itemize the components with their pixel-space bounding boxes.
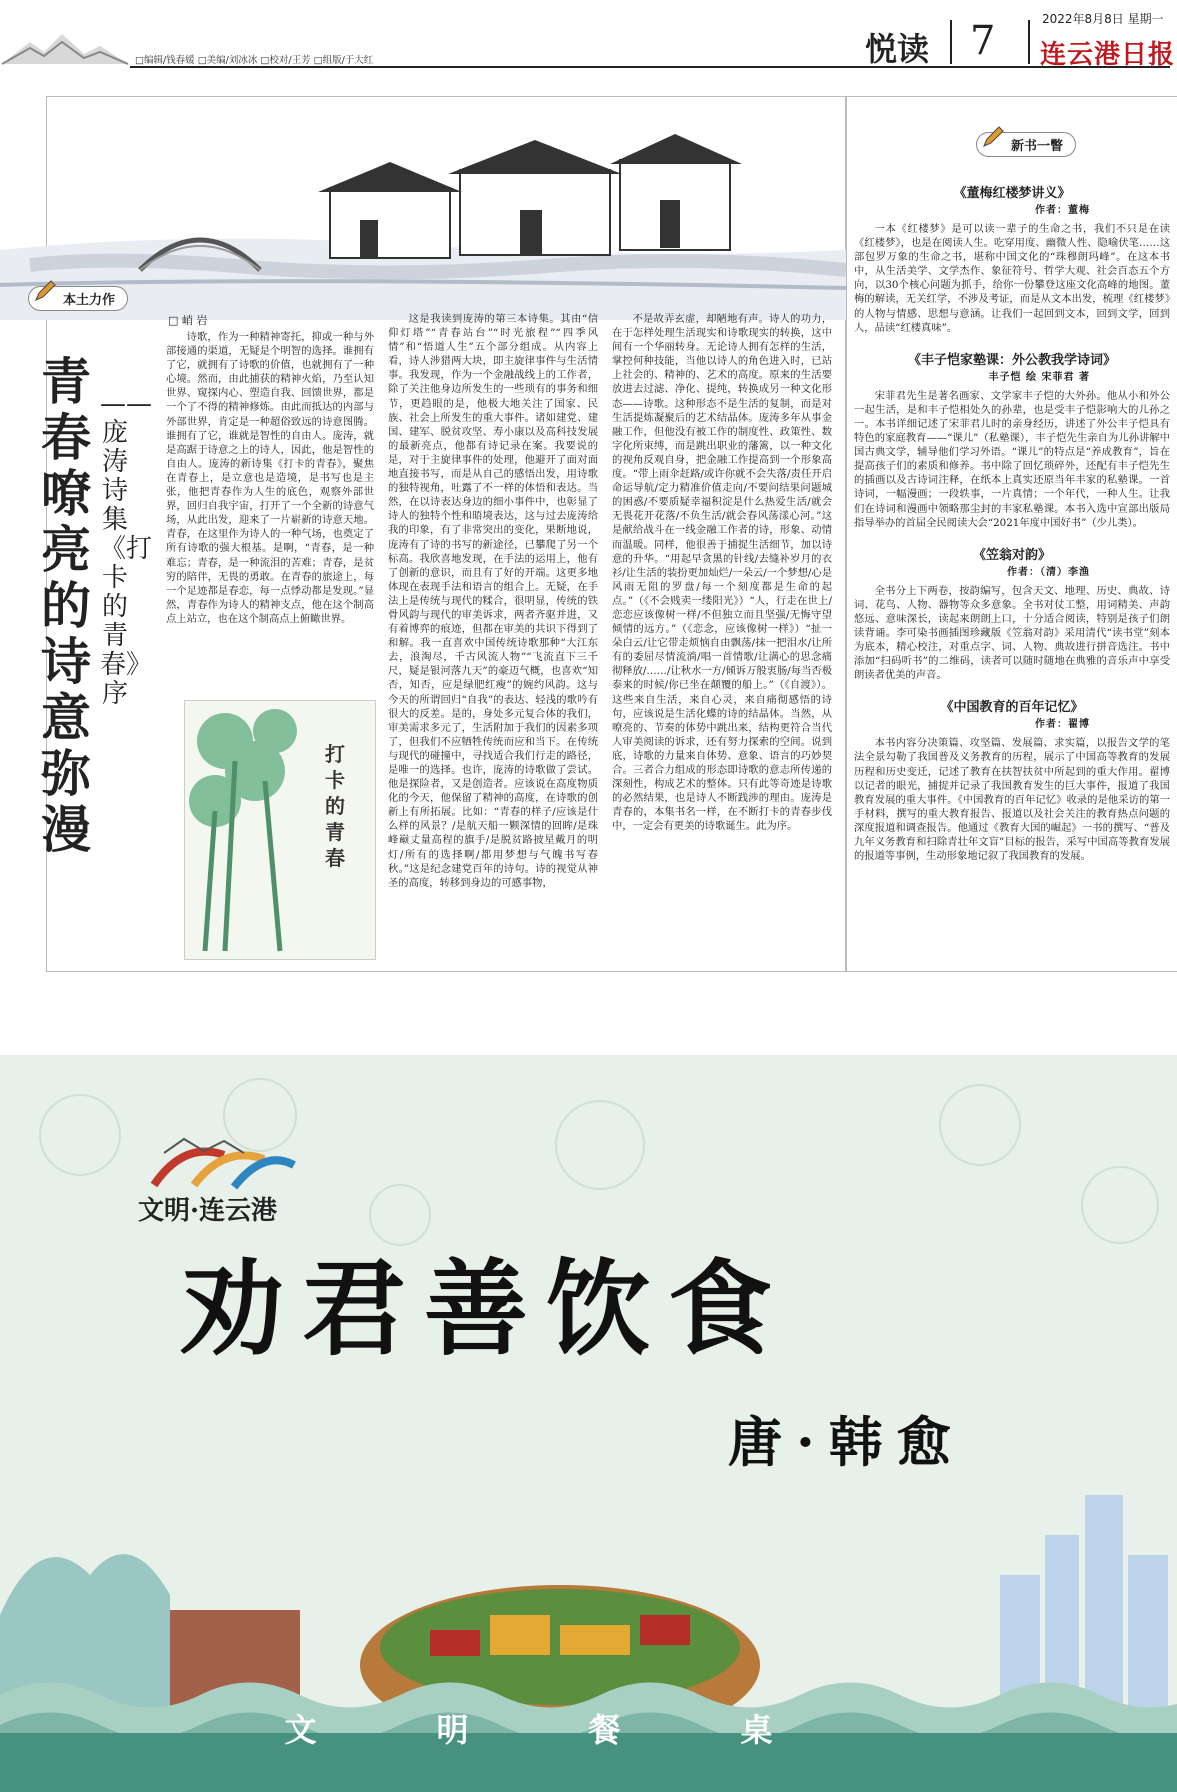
article-column-3 <box>612 312 832 962</box>
book-entry <box>854 544 1170 683</box>
page-number: 7 <box>970 18 996 64</box>
calligraphy-title: 劝君善饮食 <box>180 1247 791 1370</box>
header-divider <box>1028 20 1030 64</box>
section-tag <box>976 132 1076 157</box>
book-text: 本书内容分决策篇、攻坚篇、发展篇、求实篇，以报告文学的笔法全景勾勒了我国普及义务教育的历程，展示了中国高等教育的发展历程和历史变迁，记述了教育在扶智扶贫中所起到的重大作用。翟博以记者的眼光，捕捉并记录了我国教育发生的巨大事件，报道了我国教育发展的重大事件。《中国教育的百年记忆》收录的是他采访的第一手材料，撰写的重大教育报告、报道以及社会关注的教育热点问题的深度报道和调查报告。他通过《教育大国的崛起》一书的撰写、“普及九年义务教育和扫除青壮年文盲”目标的报告，采写中国高等教育发展的报道等事例，生动形象地记叙了我国教育的发展。 <box>854 737 1170 863</box>
book-text: 宋菲君先生是著名画家、文学家丰子恺的大外孙。他从小和外公一起生活，是和丰子恺相处久的孙辈，也是受丰子恺影响大的儿孙之一。本书详细记述了宋菲君儿时的亲身经历，讲述了外公丰子恺具有特色的家庭教育——“课儿”（私塾课），丰子恺先生亲自为儿孙讲解中国古典文学，辅导他们学习外语。“课儿”的特点是“养成教育”，旨在提高孩子们的素质和修养。书中除了回忆琐碎外，还配有丰子恺先生的插画以及古诗词注释，在纸本上真实还原当年丰家的私塾课。一首诗词，一幅漫画；一段轶事，一片真情；一个年代，一种人生。让我们在诗词和漫画中领略那尘封的丰家私塾课。本书入选中宣部出版局指导举办的首届全民阅读大会“2021年度中国好书”（少儿类）。 <box>854 389 1170 529</box>
book-description <box>854 584 1170 683</box>
header-divider <box>950 20 952 64</box>
book-title: 《中国教育的百年记忆》 <box>940 700 1084 716</box>
section-title: 悦读 <box>865 30 930 68</box>
section-tag <box>28 286 128 311</box>
header-rule <box>130 66 1170 68</box>
book-entry <box>854 696 1170 863</box>
book-cover <box>184 700 376 960</box>
column-text: 不是故弄玄虚，却陋地有声。诗人的功力，在于怎样处理生活现实和诗歌现实的转换，这中间有一个华丽转身。无论诗人拥有怎样的生活，掌控何种技能，当他以诗人的角色进入时，已站上社会的、精神的、艺术的高度。原来的生活要放进去过滤、净化、提纯，转换成另一种文化形态——诗歌。这种形态不是生活的复制，而是对生活提炼凝聚后的艺术结晶体。庞涛多年从事金融工作，但他没有被工作的制度性、政策性、数字化所束缚，而是跳出职业的藩篱，以一种文化的视角反观自身，把金融工作提高到一个形象高度。“带上雨伞赶路/或许你就不会失落/责任开启命运导航/定力精准价值走向/不要问结果问题城的困惑/不要质疑幸福积淀是什么热爱生活/就会无畏花开花落/不负生活/就会春风荡漾心河。”这是献给战斗在一线金融工作者的诗，形象、动情而温暖。同样，他很善于捕捉生活细节，加以诗意的升华。“用起早贪黑的针线/去缝补岁月的衣衫/让生活的装扮更加灿烂/一朵云/一个梦想/心是风雨无阻的罗盘/每一个刻度都是生命的起点。”（《不会贱卖一缕阳光》）“人，行走在世上/恋恋应该像树一样/不但独立而且坚强/无悔守望倾情的远方。”（《恋念，应该像树一样》）“扯一朵白云/让它带走烦恼自由飘荡/抹一把泪水/让所有的委屈尽情流淌/唱一首情歌/让满心的思念痛彻释放/……/让秋水一方/倾诉万般衷肠/每当否极泰来的时候/你已坐在颠覆的船上。”（《自渡》）。这些来自生活，来自心灵，来自痛彻感悟的诗句，应该说是生活化蝶的诗的结晶体。当然，从嘹亮的、节奏的体势中跳出来，结构更符合当代人审美阅读的诉求，还有努力探索的空间。说到底，诗歌的力量来自体势、意象、语言的巧妙契合。三者合力组成的形态即诗歌的意志所传递的深刻性，构成艺术的整体。只有此等奇迹是诗歌的必然结果，也是诗人不断践涉的理由。庞涛是青春的，本集书名一样，在不断打卡的青春步伐中，一定会有更美的诗歌诞生。此为序。 <box>612 313 832 833</box>
tag-label: 新书一瞥 <box>1011 139 1064 154</box>
book-cover-title: 打卡的青春 <box>325 742 345 870</box>
book-text: 全书分上下两卷，按韵编写，包含天文、地理、历史、典故、诗词、花鸟、人物、器物等众多意象。全书对仗工整，用词精美、声韵悠远、意味深长，读起来朗朗上口，十分适合阅读，特别是孩子们朗读背诵。李可染书画插图珍藏版《笠翁对韵》采用清代“读书堂”刻本为底本，精心校注，对重点字、词、人物、典故进行拼音选注。书中添加“扫码听书”的二维码，读者可以随时随地在典雅的音乐声中享受朗读者优美的声音。 <box>854 584 1170 682</box>
book-text: 一本《红楼梦》是可以读一辈子的生命之书，我们不只是在读《红楼梦》，也是在阅读人生。吃穿用度、幽微人性、隐喻伏笔……这部包罗万象的生命之书，堪称中国文化的“珠穆朗玛峰”。在这本书中，从生活美学、文学杰作、象征符号、哲学大观、社会百态五个方向，以30个核心问题为抓手，给你一份攀登这座文化高峰的地图。董梅的解读，无关红学，不涉及考证，而是从文本出发，梳理《红楼梦》的人物与情感、思想与意涵。让我们一起回到文本，回到文学，回到人，品读“红楼真味”。 <box>854 223 1170 334</box>
book-title: 《丰子恺家塾课：外公教我学诗词》 <box>907 352 1116 368</box>
book-author: 作者：（清）李渔 <box>1007 566 1090 578</box>
staff-credits: □编辑/钱春媛 □美编/刘冰冰 □校对/王芳 □组版/于大红 <box>135 55 374 66</box>
article-subtitle: ——庞涛诗集《打卡的青春》序 <box>100 389 153 709</box>
book-entry <box>854 182 1170 335</box>
newspaper-name: 连云港日报 <box>1040 40 1176 70</box>
column-text: 这是我读到庞涛的第三本诗集。其由“信仰灯塔”“青春站台”“时光旅程”“四季风情”和“悟道人生”五个部分组成。从内容上看，诗人涉猎两大块，即主旋律事件与生活情事。我发现，作为一个金融战线上的工作者，除了关注他身边所发生的一些琐有的事务和细节，更趋眼的是，他极大地关注了国家、民族、社会上所发生的重大事件。诸如建党、建国、建军、脱贫攻坚、寿小康以及高科技发展的最新亮点，他都有诗记录在案。我要说的是，对于主旋律事件的处理，他避开了面对面地直接书写，而是从自己的感悟出发，用诗歌的独特视角，吐露了不一样的体悟和表达。当然，在以诗表达身边的细小事件中，也彰显了诗人的独特个性和晤境表达，这与过去庞涛给我的印象，有了非常突出的变化，果断地说，庞涛有了诗的书写的新途径，已攀爬了另一个标高。我欣喜地发现，在手法的运用上，他有了创新的意识，而且有了好的开端。这更多地体现在表现手法和语言的组合上。无疑，在手法上是传统与现代的糅合，很明显，传统的铁骨风韵与现代的审美诉求，两者齐驱并进，又有着博弈的痕迹，但都在审美的共识下得到了和解。我一直喜欢中国传统诗歌那种“大江东去，浪淘尽，千古风流人物”“飞流直下三千尺，疑是银河落九天”的豪迈气概，也喜欢“知否，知否，应是绿肥红瘦”的婉约风韵。这与今天的所谓回归“自我”的表达、轻浅的歌吟有很大的反差。是的，身处多元复合体的我们，审美需求多元了，生活附加于我们的因素多项了，但我们不应牺牲传统而应和当下。在传统与现代的碰撞中，寻找适合我们行走的路径，是唯一的选择。也许，庞涛的诗歌做了尝试。他是探险者，又是创造者。应该说在高度物质化的今天，他保留了精神的高度，在诗歌的创新上有所拓展。比如：“青春的样子/应该是什么样的风景？/是航天船一颗深情的回眸/是珠峰巅丈量高程的旗手/是脱贫路披星戴月的明灯/所有的选择啊/都用梦想与气魄书写春秋。”这是纪念建党百年的诗句。诗的视觉从神圣的高度，转移到身边的可感事物， <box>388 313 598 889</box>
book-description <box>854 736 1170 863</box>
ink-painting-illustration <box>0 100 846 320</box>
mountain-logo-icon <box>0 28 130 68</box>
lianyungang-logo-icon <box>144 1135 304 1195</box>
article-author: □ 峭 岩 <box>168 314 208 327</box>
logo-text: 文明·连云港 <box>138 1196 278 1226</box>
book-author: 作者：翟博 <box>1035 719 1090 731</box>
new-books-list <box>854 182 1170 863</box>
book-entry <box>854 349 1170 530</box>
book-description <box>854 389 1170 530</box>
pen-icon <box>981 125 1005 149</box>
pen-icon <box>33 279 57 303</box>
issue-date: 2022年8月8日 星期一 <box>1042 12 1164 26</box>
article-title: 青春嘹亮的诗意弥漫 <box>41 352 91 859</box>
book-description <box>854 222 1170 335</box>
column-text: 诗歌，作为一种精神寄托，抑或一种与外部接通的渠道，无疑是个明智的选择。谁拥有了它，就拥有了诗歌的价值，也就拥有了一种心境。然而，由此捕获的精神火焰，乃至认知世界、窥探内心、塑造自我、回馈世界，都是一个了不得的精神修炼。由此而抵达的内部与外部世界，肯定是一种超俗致远的诗意图腾。谁拥有了它，谁就是智性的自由人。庞涛，就是高踞于诗意之上的诗人，因此，他是智性的自由人。庞涛的新诗集《打卡的青春》，聚焦在青春上，是立意也是造境，是书写也是主张，他把青春作为人生的底色，观察外部世界，回归自我宇宙，打开了一个全新的诗意气场，从此出发，迎来了一片崭新的诗意天地。青春，在这里作为诗人的一种气场，也奠定了所有诗歌的强大根基。是啊，“青春，是一种难忘；青春，是一种流泪的苦难；青春，是贫穷的陪伴，无畏的勇敢。在青春的旅途上，每一个足迹都是春恋，每一点悸动都是发现。”显然，青春作为诗人的精神支点，他在这个制高点上站立，也在这个制高点上俯瞰世界。 <box>166 331 374 625</box>
article-column-2 <box>388 312 598 962</box>
book-author: 作者：董梅 <box>1035 205 1090 216</box>
book-title: 《笠翁对韵》 <box>972 547 1051 563</box>
tag-label: 本土力作 <box>63 293 116 308</box>
book-title: 《董梅红楼梦讲义》 <box>953 186 1071 201</box>
article-column-1 <box>166 330 374 690</box>
poster-footer: 文明餐桌 <box>284 1711 893 1749</box>
book-author: 丰子恺 绘 宋菲君 著 <box>988 371 1090 383</box>
calligraphy-author: 唐·韩愈 <box>728 1410 965 1474</box>
